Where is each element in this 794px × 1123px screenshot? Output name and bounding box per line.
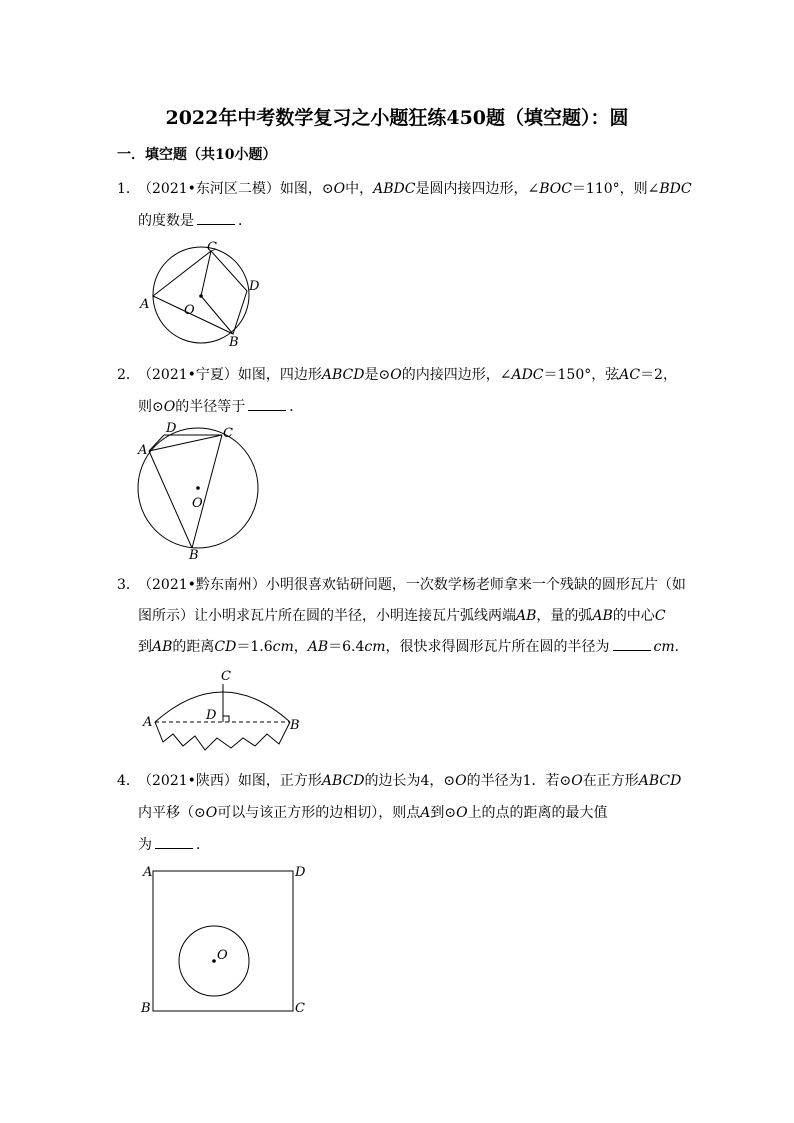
q4-label-c: C [295, 1001, 305, 1016]
answer-blank-1[interactable] [197, 212, 235, 225]
question-3-line-2: 图所示）让小明求瓦片所在圆的半径，小明连接瓦片弧线两端AB，量的弧AB的中心C [138, 608, 666, 624]
question-4-number: 4． [117, 773, 140, 789]
question-3-number: 3． [117, 577, 140, 593]
question-2-figure [130, 418, 270, 563]
answer-blank-2[interactable] [248, 398, 286, 411]
q2-label-a: A [138, 443, 148, 458]
question-4-line-1: （2021•陕西）如图，正方形ABCD的边长为4，⊙O的半径为1．若⊙O在正方形ABCD [138, 773, 682, 789]
q4-label-d: D [295, 865, 306, 880]
q1-label-d: D [249, 279, 260, 294]
q1-label-a: A [140, 297, 150, 312]
question-3-line-1: （2021•黔东南州）小明很喜欢钻研问题，一次数学杨老师拿来一个残缺的圆形瓦片（如 [138, 577, 686, 593]
answer-blank-3[interactable] [613, 638, 651, 651]
section-heading: 一．填空题（共10小题） [117, 147, 277, 163]
q3-label-d: D [206, 708, 217, 723]
q2-label-d: D [166, 421, 177, 436]
q1-label-b: B [229, 335, 239, 348]
q4-label-a: A [143, 865, 153, 880]
question-4-line-2: 内平移（⊙O可以与该正方形的边相切），则点A到⊙O上的点的距离的最大值 [138, 805, 608, 821]
page-title: 2022年中考数学复习之小题狂练450题（填空题）：圆 [165, 107, 629, 129]
question-3-line-3: 到AB的距离CD＝1.6cm，AB＝6.4cm，很快求得圆形瓦片所在圆的半径为 cm． [138, 639, 689, 655]
q4-label-b: B [141, 1001, 151, 1016]
question-1-line-1: （2021•东河区二模）如图，⊙O中，ABDC是圆内接四边形，∠BOC＝110°，则∠BDC [138, 181, 692, 197]
q4-label-o: O [217, 948, 228, 963]
q3-label-b: B [290, 718, 300, 733]
question-4-line-3: 为 ． [138, 837, 210, 853]
question-2-line-1: （2021•宁夏）如图，四边形ABCD是⊙O的内接四边形，∠ADC＝150°，弦AC＝2， [138, 367, 677, 383]
question-1-line-2: 的度数是 ． [138, 213, 252, 229]
answer-blank-4[interactable] [155, 836, 193, 849]
question-3-figure [135, 664, 310, 760]
question-2-number: 2． [117, 367, 140, 383]
question-1-number: 1． [117, 181, 140, 197]
q3-label-c: C [221, 669, 231, 684]
question-4-figure [135, 860, 320, 1020]
q2-label-o: O [192, 496, 203, 511]
q2-label-c: C [223, 426, 233, 441]
question-1-figure [135, 238, 270, 348]
q2-label-b: B [189, 548, 199, 563]
q1-label-o: O [184, 303, 195, 318]
q3-label-a: A [143, 715, 153, 730]
question-2-line-2: 则⊙O的半径等于 ． [138, 399, 304, 415]
q1-label-c: C [207, 240, 217, 255]
